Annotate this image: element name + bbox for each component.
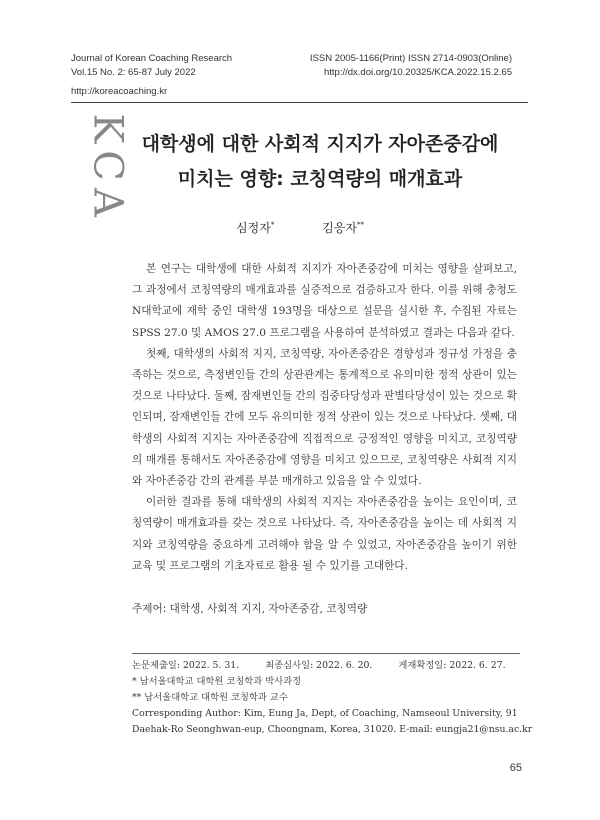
logo-letter-k: K xyxy=(84,113,131,144)
journal-url[interactable]: http://koreacoaching.kr xyxy=(71,86,168,97)
paper-title xyxy=(140,127,500,197)
footnote-divider xyxy=(132,653,520,654)
submitted-date: 논문제출일: 2022. 5. 31. xyxy=(132,660,240,671)
affiliation-1: * 남서울대학교 대학원 코칭학과 박사과정 xyxy=(132,676,302,687)
affiliation-2: ** 남서울대학교 대학원 코칭학과 교수 xyxy=(132,692,288,703)
kca-logo xyxy=(85,110,129,221)
abstract-paragraph-2: 첫째, 대학생의 사회적 지지, 코칭역량, 자아존중감은 경향성과 정규성 가정을 충족하는 것으로, 측정변인들 간의 상관관계는 통계적으로 유의미한 정적 상관이 있는 것으로 나타났다. 둘째, 잠재변인들 간의 집중타당성과 판별타당성이 있는 것으로 확인되며, 잠재변인들 간에 모두 유의미한 정적 상관이 있는 것으로 나타났다. 셋째, 대학생의 사회적 지지는 자아존중감에 직접적으로 긍정적인 영향을 미치고, 코칭역량의 매개를 통해서도 자아존중감에 영향을 미치고 있으므로, 코칭역량은 사회적 지지와 자아존중감 간의 관계를 부분 매개하고 있음을 알 수 있었다. xyxy=(132,347,517,488)
keywords-text: 대학생, 사회적 지지, 자아존중감, 코칭역량 xyxy=(169,603,368,615)
title-line-1: 대학생에 대한 사회적 지지가 자아존중감에 xyxy=(141,133,499,155)
keywords-label: 주제어: xyxy=(132,603,167,615)
author-1-name: 심정자 xyxy=(236,221,271,235)
page-number: 65 xyxy=(509,762,522,774)
logo-letter-a: A xyxy=(84,188,131,217)
logo-letter-c: C xyxy=(84,150,131,181)
author-2 xyxy=(322,221,364,235)
abstract xyxy=(132,259,517,577)
corresponding-line-2: Daehak-Ro Seonghwan-eup, Choongnam, Korea, 31020. E-mail: eungja21@nsu.ac.kr xyxy=(132,724,533,735)
keywords xyxy=(132,601,367,616)
doi-link[interactable]: http://dx.doi.org/10.20325/KCA.2022.15.2.65 xyxy=(323,67,512,78)
corresponding-line-1: Corresponding Author: Kim, Eung Ja, Dept, of Coaching, Namseoul University, 91 xyxy=(132,708,518,719)
title-line-2: 미치는 영향: 코칭역량의 매개효과 xyxy=(177,168,463,190)
author-1-mark: * xyxy=(270,221,275,229)
author-list xyxy=(0,219,600,236)
journal-header-left xyxy=(71,52,232,80)
header-divider xyxy=(71,102,528,103)
journal-header-right xyxy=(310,52,512,80)
abstract-paragraph-3: 이러한 결과를 통해 대학생의 사회적 지지는 자아존중감을 높이는 요인이며, 코칭역량이 매개효과를 갖는 것으로 나타났다. 즉, 자아존중감을 높이는 데 사회적 지지와 코칭역량을 중요하게 고려해야 함을 알 수 있었고, 자아존중감을 높이기 위한 교육 및 프로그램의 기초자료로 활용 될 수 있기를 고대한다. xyxy=(132,496,517,572)
date-line xyxy=(132,658,524,674)
author-2-name: 김응자 xyxy=(322,221,357,235)
reviewed-date: 최종심사일: 2022. 6. 20. xyxy=(265,660,373,671)
accepted-date: 게재확정일: 2022. 6. 27. xyxy=(398,660,506,671)
abstract-paragraph-1: 본 연구는 대학생에 대한 사회적 지지가 자아존중감에 미치는 영향을 살펴보고, 그 과정에서 코칭역량의 매개효과를 실증적으로 검증하고자 한다. 이를 위해 충청도 N대학교에 재학 중인 대학생 193명을 대상으로 설문을 실시한 후, 수집된 자료는 SPSS 27.0 및 AMOS 27.0 프로그램을 사용하여 분석하였고 결과는 다음과 같다. xyxy=(132,263,517,339)
journal-name: Journal of Korean Coaching Research xyxy=(71,53,233,64)
author-2-mark: ** xyxy=(356,221,364,229)
author-1 xyxy=(236,221,274,235)
issn-info: ISSN 2005-1166(Print) ISSN 2714-0903(Online) xyxy=(309,53,512,64)
footnotes xyxy=(132,658,533,738)
volume-info: Vol.15 No. 2: 65-87 July 2022 xyxy=(71,67,196,78)
